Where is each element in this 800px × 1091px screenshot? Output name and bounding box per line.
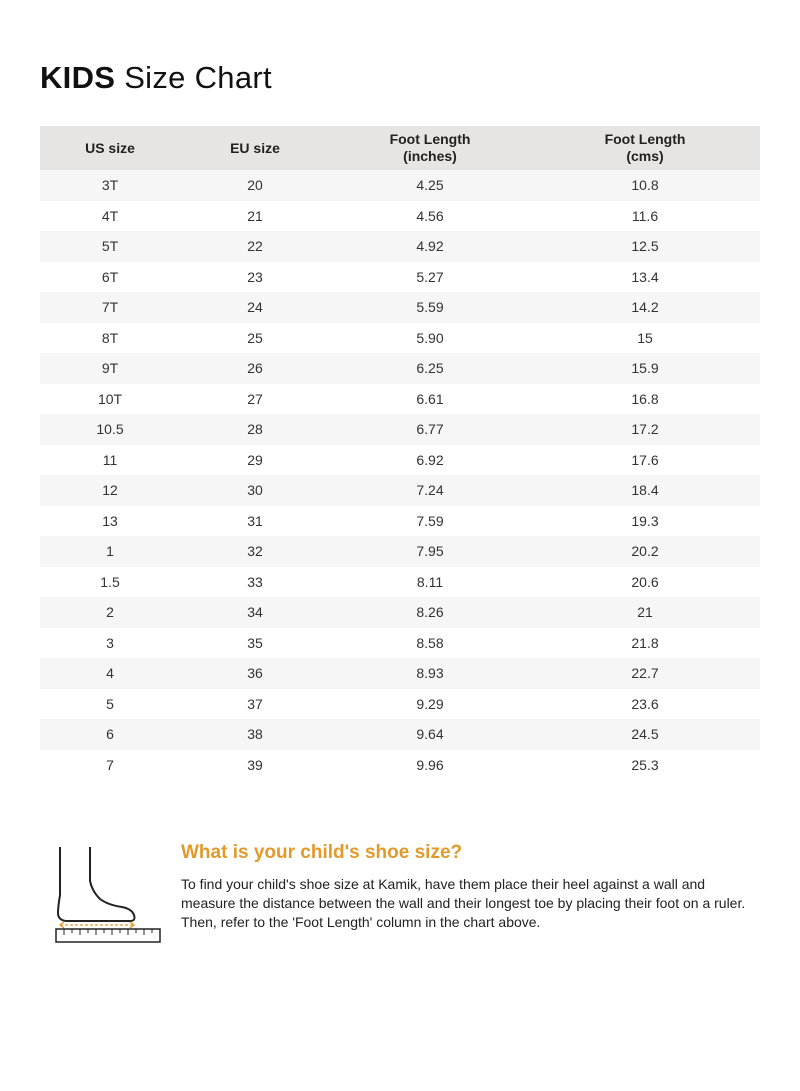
us-size-cell: 3T	[40, 170, 180, 201]
foot-length-inches-cell: 9.96	[330, 750, 530, 781]
us-size-cell: 1	[40, 536, 180, 567]
eu-size-cell: 21	[180, 201, 330, 232]
table-row	[40, 597, 760, 628]
table-header-row	[40, 126, 760, 170]
eu-size-cell: 33	[180, 567, 330, 598]
foot-length-cms-cell: 22.7	[530, 658, 760, 689]
foot-length-cms-cell: 21.8	[530, 628, 760, 659]
eu-size-cell: 28	[180, 414, 330, 445]
foot-length-inches-cell: 4.92	[330, 231, 530, 262]
us-size-cell: 9T	[40, 353, 180, 384]
foot-length-inches-cell: 6.77	[330, 414, 530, 445]
table-row	[40, 567, 760, 598]
table-row	[40, 201, 760, 232]
foot-length-cms-cell: 14.2	[530, 292, 760, 323]
foot-length-cms-cell: 13.4	[530, 262, 760, 293]
us-size-cell: 12	[40, 475, 180, 506]
table-row	[40, 658, 760, 689]
table-row	[40, 170, 760, 201]
foot-length-cms-cell: 20.6	[530, 567, 760, 598]
foot-length-inches-cell: 7.24	[330, 475, 530, 506]
foot-length-cms-cell: 17.2	[530, 414, 760, 445]
page-title	[40, 60, 272, 96]
table-row	[40, 262, 760, 293]
us-size-cell: 11	[40, 445, 180, 476]
us-size-cell: 5	[40, 689, 180, 720]
foot-length-inches-cell: 6.25	[330, 353, 530, 384]
eu-size-cell: 39	[180, 750, 330, 781]
foot-length-cms-cell: 12.5	[530, 231, 760, 262]
us-size-cell: 3	[40, 628, 180, 659]
table-row	[40, 536, 760, 567]
eu-size-cell: 35	[180, 628, 330, 659]
info-heading: What is your child's shoe size?	[181, 842, 463, 863]
foot-length-cms-cell: 16.8	[530, 384, 760, 415]
eu-size-cell: 22	[180, 231, 330, 262]
us-size-cell: 1.5	[40, 567, 180, 598]
foot-length-inches-cell: 8.58	[330, 628, 530, 659]
table-row	[40, 292, 760, 323]
eu-size-cell: 27	[180, 384, 330, 415]
us-size-cell: 4	[40, 658, 180, 689]
foot-length-cms-cell: 19.3	[530, 506, 760, 537]
us-size-cell: 10T	[40, 384, 180, 415]
info-text: To find your child's shoe size at Kamik, have them place their heel against a wall and measure the distance between the wall and their longest toe by placing their foot on a ruler. Then, refer to the 'Foot Length' column in the chart above.	[181, 876, 746, 930]
foot-length-cms-cell: 17.6	[530, 445, 760, 476]
table-row	[40, 384, 760, 415]
eu-size-cell: 24	[180, 292, 330, 323]
foot-length-inches-cell: 7.95	[330, 536, 530, 567]
foot-length-cms-cell: 15.9	[530, 353, 760, 384]
us-size-cell: 6	[40, 719, 180, 750]
us-size-cell: 5T	[40, 231, 180, 262]
header-foot-length-cms: Foot Length (cms)	[530, 126, 760, 170]
us-size-cell: 13	[40, 506, 180, 537]
table-row	[40, 445, 760, 476]
eu-size-cell: 38	[180, 719, 330, 750]
table-row	[40, 231, 760, 262]
foot-length-inches-cell: 7.59	[330, 506, 530, 537]
us-size-cell: 6T	[40, 262, 180, 293]
title-bold: KIDS	[40, 60, 116, 95]
foot-length-cms-cell: 23.6	[530, 689, 760, 720]
foot-length-cms-cell: 25.3	[530, 750, 760, 781]
table-row	[40, 323, 760, 354]
foot-length-cms-cell: 15	[530, 323, 760, 354]
foot-length-inches-cell: 9.29	[330, 689, 530, 720]
eu-size-cell: 29	[180, 445, 330, 476]
foot-length-inches-cell: 4.25	[330, 170, 530, 201]
foot-length-cms-cell: 10.8	[530, 170, 760, 201]
foot-length-inches-cell: 4.56	[330, 201, 530, 232]
size-table	[40, 126, 760, 780]
us-size-cell: 10.5	[40, 414, 180, 445]
foot-length-inches-cell: 5.59	[330, 292, 530, 323]
foot-length-inches-cell: 5.27	[330, 262, 530, 293]
table-row	[40, 750, 760, 781]
table-row	[40, 719, 760, 750]
table-row	[40, 689, 760, 720]
foot-length-cms-cell: 18.4	[530, 475, 760, 506]
eu-size-cell: 30	[180, 475, 330, 506]
eu-size-cell: 26	[180, 353, 330, 384]
us-size-cell: 4T	[40, 201, 180, 232]
foot-length-inches-cell: 9.64	[330, 719, 530, 750]
header-foot-length-inches: Foot Length (inches)	[330, 126, 530, 170]
table-row	[40, 353, 760, 384]
us-size-cell: 7	[40, 750, 180, 781]
foot-length-inches-cell: 5.90	[330, 323, 530, 354]
eu-size-cell: 36	[180, 658, 330, 689]
us-size-cell: 8T	[40, 323, 180, 354]
eu-size-cell: 32	[180, 536, 330, 567]
eu-size-cell: 34	[180, 597, 330, 628]
table-row	[40, 475, 760, 506]
table-row	[40, 506, 760, 537]
table-row	[40, 628, 760, 659]
foot-on-ruler-icon	[52, 845, 164, 945]
eu-size-cell: 37	[180, 689, 330, 720]
header-us-size: US size	[40, 126, 180, 170]
foot-length-cms-cell: 24.5	[530, 719, 760, 750]
foot-length-cms-cell: 11.6	[530, 201, 760, 232]
eu-size-cell: 31	[180, 506, 330, 537]
title-rest: Size Chart	[124, 60, 272, 95]
eu-size-cell: 23	[180, 262, 330, 293]
foot-length-inches-cell: 8.93	[330, 658, 530, 689]
eu-size-cell: 20	[180, 170, 330, 201]
us-size-cell: 2	[40, 597, 180, 628]
eu-size-cell: 25	[180, 323, 330, 354]
us-size-cell: 7T	[40, 292, 180, 323]
foot-length-inches-cell: 8.11	[330, 567, 530, 598]
foot-length-inches-cell: 8.26	[330, 597, 530, 628]
foot-length-inches-cell: 6.61	[330, 384, 530, 415]
foot-length-cms-cell: 21	[530, 597, 760, 628]
table-row	[40, 414, 760, 445]
foot-length-cms-cell: 20.2	[530, 536, 760, 567]
header-eu-size: EU size	[180, 126, 330, 170]
foot-length-inches-cell: 6.92	[330, 445, 530, 476]
